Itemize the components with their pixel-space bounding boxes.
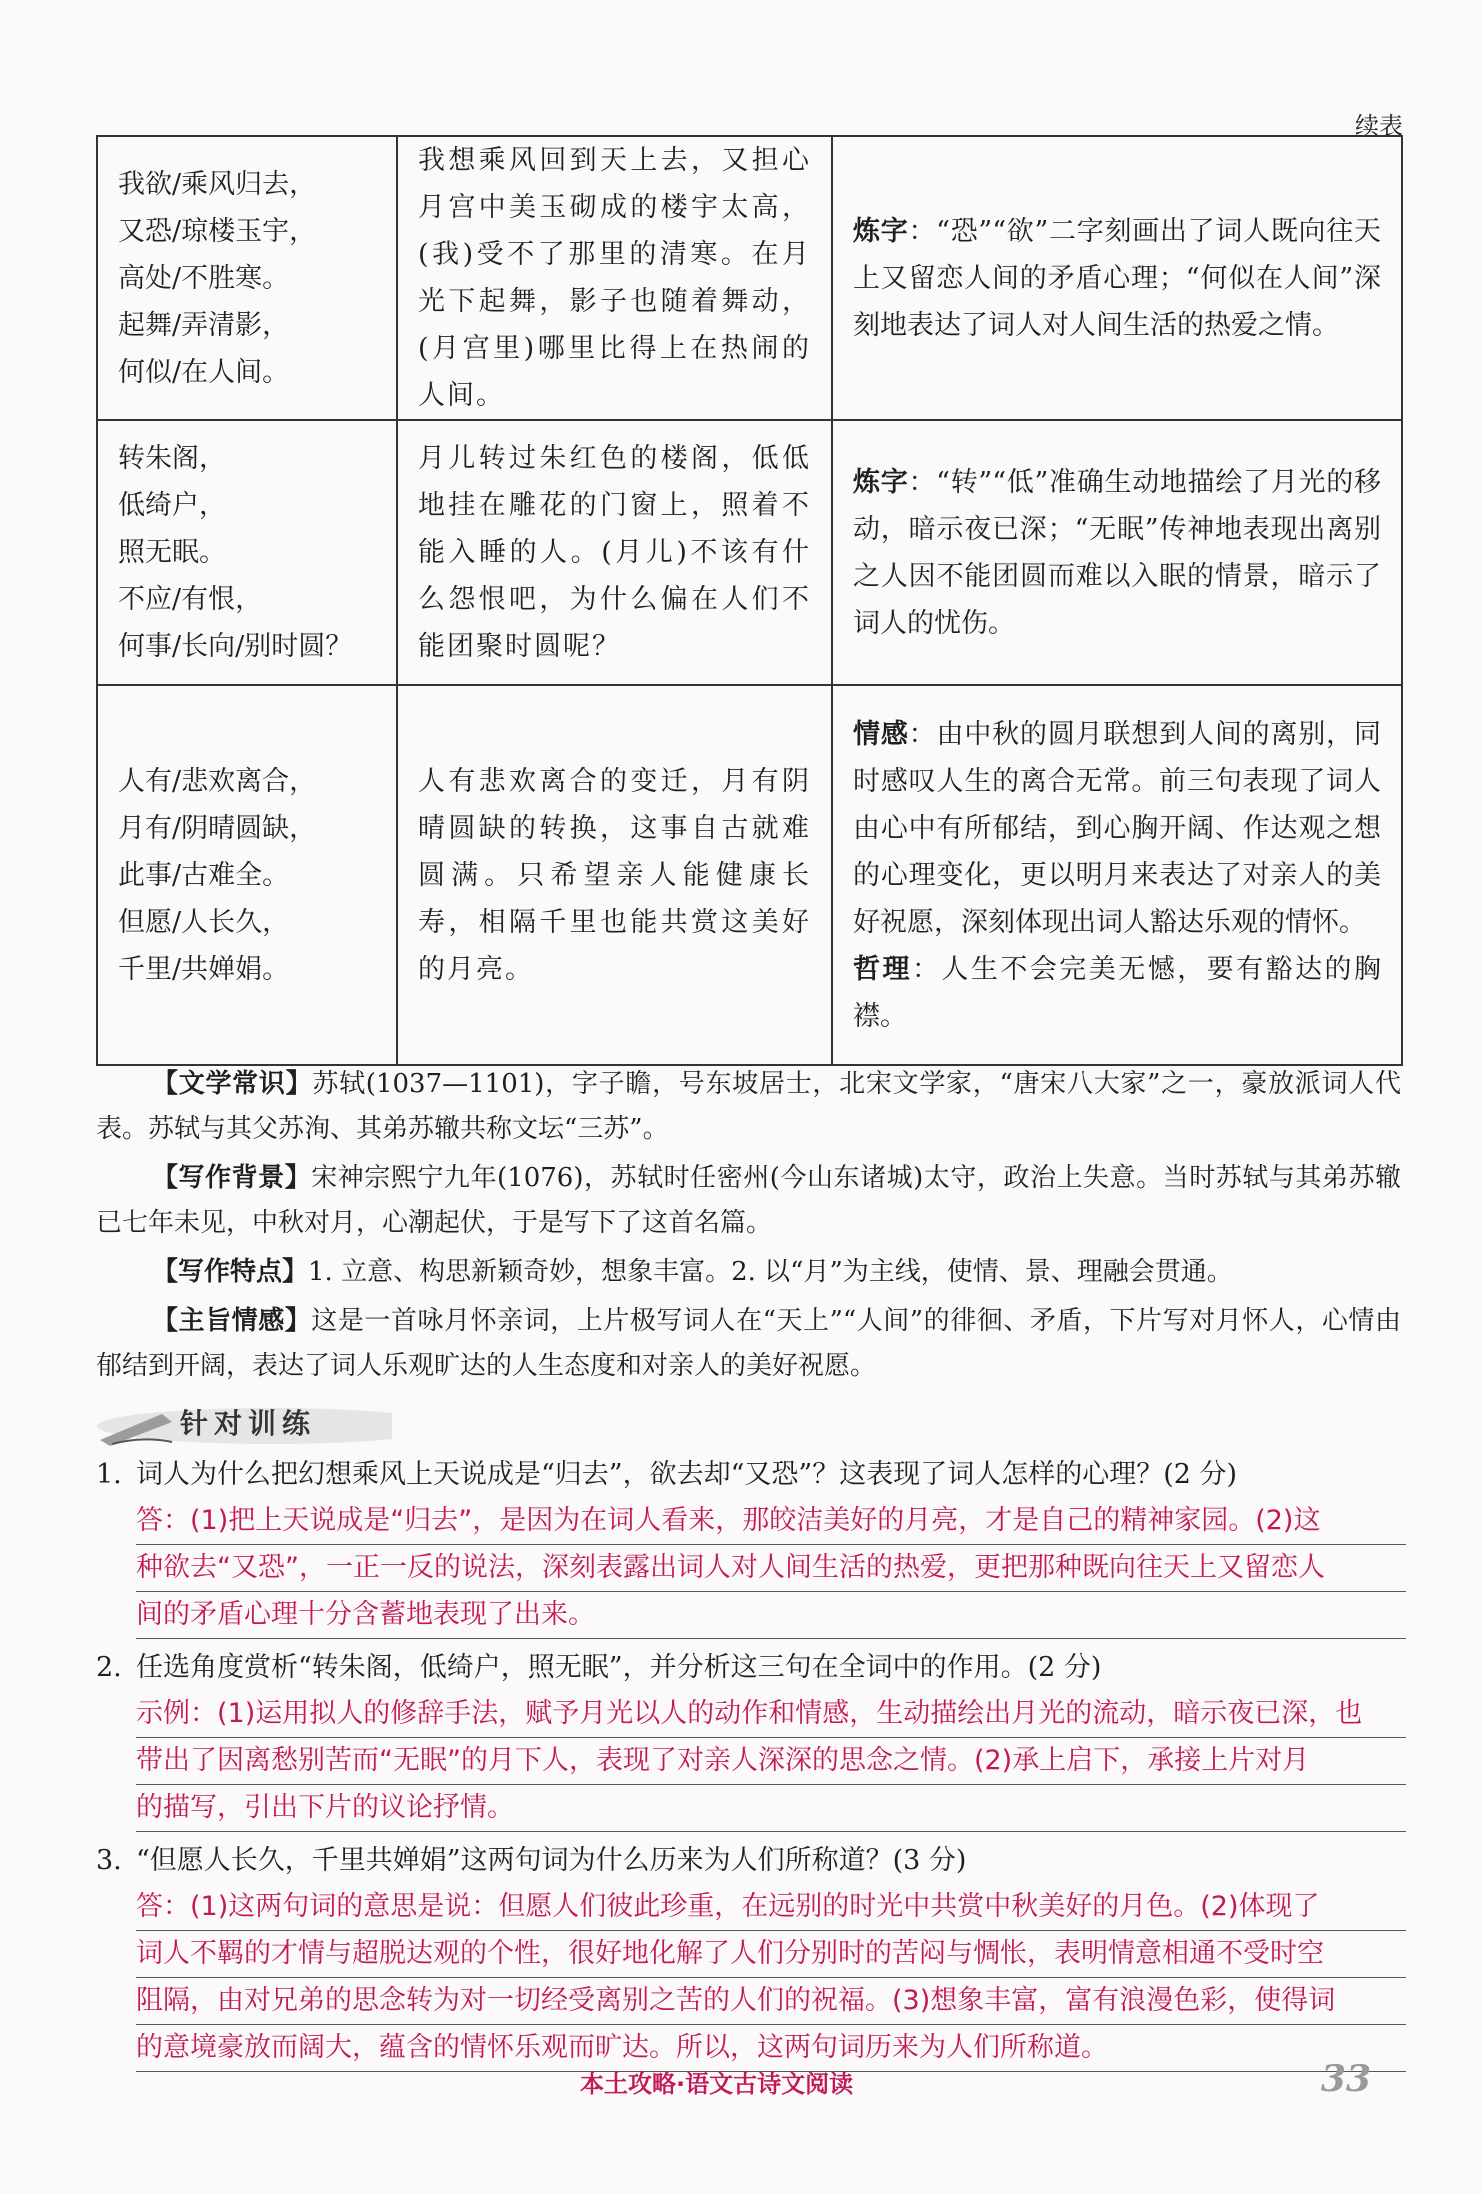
theme-emotion: 【主旨情感】这是一首咏月怀亲词，上片极写词人在“天上”“人间”的徘徊、矛盾，下片写对月怀人，心情由郁结到开阔，表达了词人乐观旷达的人生态度和对亲人的美好祝愿。 [96,1306,1401,1381]
continued-label: 续表 [1355,112,1403,140]
answer: 答：(1)这两句词的意思是说：但愿人们彼此珍重，在远别的时光中共赏中秋美好的月色。(2)体现了 词人不羁的才情与超脱达观的个性，很好地化解了人们分别时的苦闷与惆怅，表明情意相通不受时空 阻隔，由对兄弟的思念转为对一切经受离别之苦的人们的祝福。(3)想象丰富，富有浪漫色彩，使得词 的意境豪放而阔大，蕴含的情怀乐观而旷达。所以，这两句词历来为人们所称道。 [96,1884,1406,2072]
exercise-banner [92,1396,392,1452]
question-2: 2. 任选角度赏析“转朱阁，低绮户，照无眠”，并分析这三句在全词中的作用。(2 分) 示例：(1)运用拟人的修辞手法，赋予月光以人的动作和情感，生动描绘出月光的流动，暗示夜已深，也 带出了因离愁别苦而“无眠”的月下人，表现了对亲人深深的思念之情。(2)承上启下，承接上片对月 的描写，引出下片的议论抒情。 [96,1645,1406,1832]
translation-cell: 月儿转过朱红色的楼阁，低低地挂在雕花的门窗上，照着不能入睡的人。(月儿)不该有什么怨恨吧，为什么偏在人们不能团聚时圆呢？ [397,420,832,685]
original-text-cell: 转朱阁， 低绮户， 照无眠。 不应/有恨， 何事/长向/别时圆？ [97,420,397,685]
book-title: 本土攻略·语文古诗文阅读 [580,2070,854,2098]
page-number: 33 [1320,2058,1371,2100]
table-row [97,136,1402,420]
original-text-cell: 人有/悲欢离合， 月有/阴晴圆缺， 此事/古难全。 但愿/人长久， 千里/共婵娟。 [97,685,397,1065]
writing-background: 【写作背景】宋神宗熙宁九年(1076)，苏轼时任密州(今山东诸城)太守，政治上失意。当时苏轼与其弟苏辙已七年未见，中秋对月，心潮起伏，于是写下了这首名篇。 [96,1163,1401,1238]
answer: 示例：(1)运用拟人的修辞手法，赋予月光以人的动作和情感，生动描绘出月光的流动，暗示夜已深，也 带出了因离愁别苦而“无眠”的月下人，表现了对亲人深深的思念之情。(2)承上启下，承接上片对月 的描写，引出下片的议论抒情。 [96,1691,1406,1832]
original-text-cell: 我欲/乘风归去， 又恐/琼楼玉宇， 高处/不胜寒。 起舞/弄清影， 何似/在人间。 [97,136,397,420]
table-row [97,685,1402,1065]
analysis-cell: 炼字：“恐”“欲”二字刻画出了词人既向往天上又留恋人间的矛盾心理；“何似在人间”深刻地表达了词人对人间生活的热爱之情。 [832,136,1402,420]
table-row [97,420,1402,685]
translation-cell: 我想乘风回到天上去，又担心月宫中美玉砌成的楼宇太高，(我)受不了那里的清寒。在月光下起舞，影子也随着舞动，(月宫里)哪里比得上在热闹的人间。 [397,136,832,420]
exercise-title: 针对训练 [180,1407,317,1440]
translation-cell: 人有悲欢离合的变迁，月有阴晴圆缺的转换，这事自古就难圆满。只希望亲人能健康长寿，相隔千里也能共赏这美好的月亮。 [397,685,832,1065]
literary-knowledge: 【文学常识】苏轼(1037—1101)，字子瞻，号东坡居士，北宋文学家，“唐宋八大家”之一，豪放派词人代表。苏轼与其父苏洵、其弟苏辙共称文坛“三苏”。 [96,1069,1401,1144]
footer [0,2058,1481,2108]
questions [96,1452,1406,2078]
question-3: 3. “但愿人长久，千里共婵娟”这两句词为什么历来为人们所称道？(3 分) 答：(1)这两句词的意思是说：但愿人们彼此珍重，在远别的时光中共赏中秋美好的月色。(2)体现了 词人不羁的才情与超脱达观的个性，很好地化解了人们分别时的苦闷与惆怅，表明情意相通不受时空 阻隔，由对兄弟的思念转为对一切经受离别之苦的人们的祝福。(3)想象丰富，富有浪漫色彩，使得词 的意境豪放而阔大，蕴含的情怀乐观而旷达。所以，这两句词历来为人们所称道。 [96,1838,1406,2072]
question-1: 1. 词人为什么把幻想乘风上天说成是“归去”，欲去却“又恐”？这表现了词人怎样的心理？(2 分) 答：(1)把上天说成是“归去”，是因为在词人看来，那皎洁美好的月亮，才是自己的精神家园。(2)这 种欲去“又恐”，一正一反的说法，深刻表露出词人对人间生活的热爱，更把那种既向往天上又留恋人 间的矛盾心理十分含蓄地表现了出来。 [96,1452,1406,1639]
analysis-cell: 炼字：“转”“低”准确生动地描绘了月光的移动，暗示夜已深；“无眠”传神地表现出离别之人因不能团圆而难以入眠的情景，暗示了词人的忧伤。 [832,420,1402,685]
background-knowledge [96,1062,1401,1393]
writing-features: 【写作特点】1. 立意、构思新颖奇妙，想象丰富。2. 以“月”为主线，使情、景、理融会贯通。 [152,1257,1233,1287]
poem-analysis-table [96,135,1403,1066]
analysis-cell: 情感：由中秋的圆月联想到人间的离别，同时感叹人生的离合无常。前三句表现了词人由心中有所郁结，到心胸开阔、作达观之想的心理变化，更以明月来表达了对亲人的美好祝愿，深刻体现出词人豁达乐观的情怀。 哲理：人生不会完美无憾，要有豁达的胸襟。 [832,685,1402,1065]
answer: 答：(1)把上天说成是“归去”，是因为在词人看来，那皎洁美好的月亮，才是自己的精神家园。(2)这 种欲去“又恐”，一正一反的说法，深刻表露出词人对人间生活的热爱，更把那种既向往天上又留恋人 间的矛盾心理十分含蓄地表现了出来。 [96,1498,1406,1639]
